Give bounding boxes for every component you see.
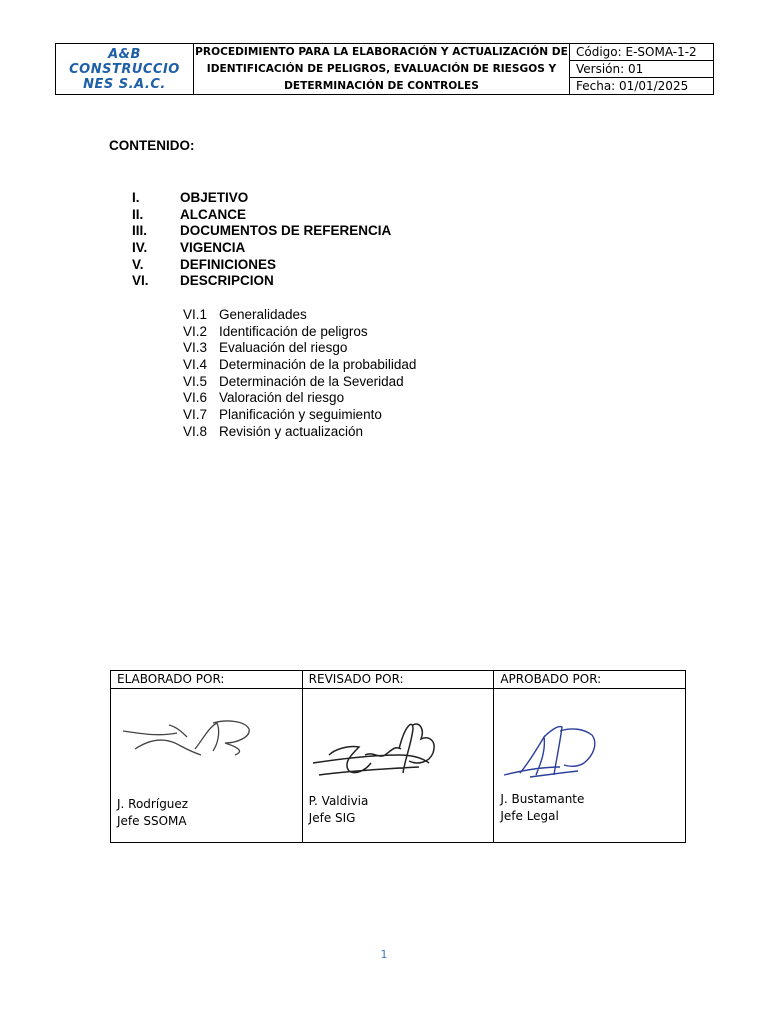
- toc-label: VIGENCIA: [180, 240, 246, 256]
- toc-label: DEFINICIONES: [180, 256, 277, 272]
- toc-number: II.: [132, 206, 144, 222]
- toc-item: [132, 240, 391, 257]
- toc-number: I.: [132, 190, 140, 205]
- toc-item: [132, 273, 391, 290]
- signature-image-valdivia: [309, 715, 449, 795]
- document-code: Código: E-SOMA-1-2: [570, 44, 713, 61]
- subsection-number: VI.8: [183, 423, 208, 439]
- subsection-number: VI.1: [183, 307, 208, 322]
- subsection-label: Determinación de la probabilidad: [219, 357, 417, 373]
- toc-item: [132, 207, 391, 224]
- subsection-label: Evaluación del riesgo: [219, 340, 348, 356]
- subsection-item: [183, 340, 416, 357]
- subsection-item: [183, 390, 416, 407]
- title-line-3: DETERMINACIÓN DE CONTROLES: [284, 79, 479, 92]
- signer-role: Jefe SSOMA: [117, 814, 187, 828]
- toc-number: VI.: [132, 273, 149, 289]
- company-name-line-3: NES S.A.C.: [83, 76, 166, 92]
- company-name-line-2: CONSTRUCCIO: [69, 61, 180, 77]
- subsection-number: VI.2: [183, 323, 208, 339]
- toc-number: III.: [132, 223, 148, 239]
- signature-image-rodriguez: [117, 703, 257, 763]
- subsection-label: Identificación de peligros: [219, 323, 368, 339]
- page-number: 1: [380, 948, 388, 961]
- document-meta: [570, 44, 713, 94]
- signature-revisado: [303, 671, 495, 842]
- signature-heading: ELABORADO POR:: [111, 671, 302, 689]
- subsection-number: VI.3: [183, 340, 208, 356]
- signer-role: Jefe SIG: [308, 811, 356, 825]
- toc-item: [132, 223, 391, 240]
- subsection-number: VI.5: [183, 373, 208, 389]
- subsection-item: [183, 424, 416, 441]
- toc-number: V.: [132, 256, 144, 272]
- subsection-item: [183, 307, 416, 324]
- contents-heading: CONTENIDO:: [109, 138, 195, 153]
- document-header: [55, 43, 714, 95]
- company-logo: [56, 44, 194, 94]
- subsection-label: Determinación de la Severidad: [219, 373, 404, 389]
- signature-table: [110, 670, 686, 843]
- signature-heading: REVISADO POR:: [303, 671, 494, 689]
- subsection-number: VI.7: [183, 407, 208, 423]
- signature-image-bustamante: [500, 717, 620, 787]
- company-name-line-1: A&B: [108, 46, 141, 62]
- toc-label: ALCANCE: [180, 206, 246, 222]
- signature-elaborado: [111, 671, 303, 842]
- subsection-item: [183, 374, 416, 391]
- document-version: Versión: 01: [570, 61, 713, 78]
- subsection-label: Revisión y actualización: [219, 423, 364, 439]
- title-line-1: PROCEDIMIENTO PARA LA ELABORACIÓN Y ACTUALIZACIÓN DE: [195, 45, 568, 58]
- subsection-label: Planificación y seguimiento: [219, 407, 382, 423]
- table-of-contents: [132, 190, 391, 290]
- toc-label: DOCUMENTOS DE REFERENCIA: [180, 223, 392, 239]
- signature-aprobado: [494, 671, 685, 842]
- signer-name: P. Valdivia: [308, 794, 369, 808]
- title-line-2: IDENTIFICACIÓN DE PELIGROS, EVALUACIÓN DE RIESGOS Y: [206, 62, 557, 75]
- signature-heading: APROBADO POR:: [494, 671, 685, 689]
- signer-name: J. Bustamante: [500, 792, 585, 806]
- subsection-list: [183, 307, 416, 441]
- subsection-label: Generalidades: [219, 307, 307, 322]
- toc-item: [132, 190, 391, 207]
- subsection-item: [183, 407, 416, 424]
- subsection-label: Valoración del riesgo: [219, 390, 345, 406]
- subsection-item: [183, 357, 416, 374]
- document-date: Fecha: 01/01/2025: [576, 79, 689, 93]
- toc-number: IV.: [132, 240, 148, 256]
- toc-label: OBJETIVO: [180, 190, 249, 205]
- subsection-item: [183, 324, 416, 341]
- subsection-number: VI.6: [183, 390, 208, 406]
- signer-role: Jefe Legal: [500, 809, 559, 823]
- toc-item: [132, 257, 391, 274]
- signer-name: J. Rodríguez: [117, 797, 189, 811]
- toc-label: DESCRIPCION: [180, 273, 274, 289]
- document-title: [194, 44, 570, 94]
- subsection-number: VI.4: [183, 357, 208, 373]
